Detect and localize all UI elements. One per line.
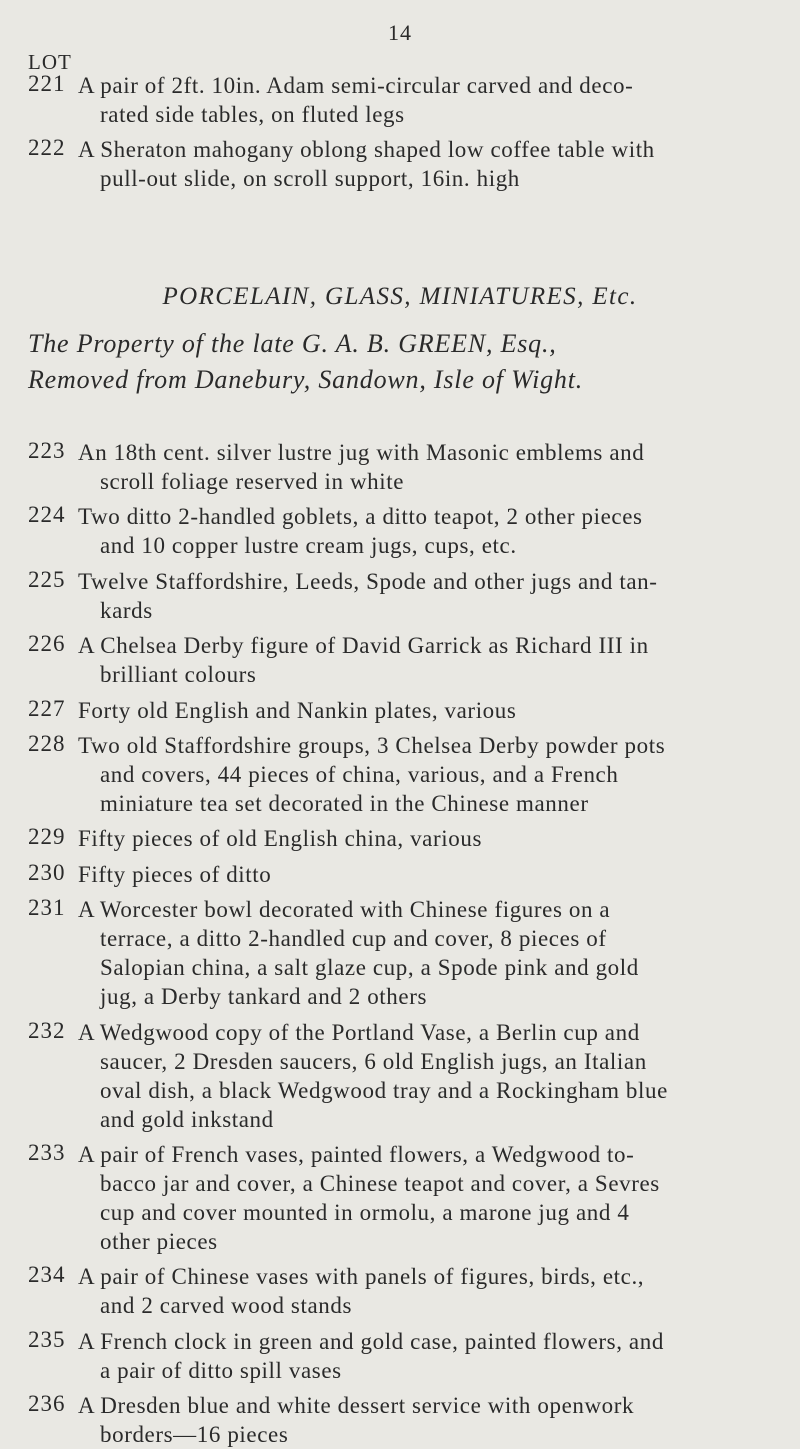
provenance-note: [28, 326, 788, 398]
lot-description: [78, 824, 778, 853]
lot-description-line: other pieces: [100, 1229, 218, 1254]
lot-number: 236: [28, 1391, 66, 1417]
lot-description-line: Salopian china, a salt glaze cup, a Spode pink and gold: [100, 955, 639, 981]
lot-number: 230: [28, 859, 66, 885]
lot-description-line: Fifty pieces of old English china, various: [78, 826, 482, 852]
lot-description-line: Fifty pieces of ditto: [78, 861, 272, 887]
lot-description: [78, 895, 778, 1011]
lot-description: [78, 567, 778, 625]
lot-description-line: and gold inkstand: [100, 1106, 274, 1132]
lot-number: 229: [28, 824, 66, 850]
lot-description-line: A Wedgwood copy of the Portland Vase, a Berlin cup and: [78, 1019, 640, 1045]
lot-number: 233: [28, 1140, 66, 1165]
lot-description-line: and 10 copper lustre cream jugs, cups, etc.: [100, 533, 517, 559]
lot-number: 226: [28, 631, 66, 657]
section-heading: PORCELAIN, GLASS, MINIATURES, Etc.: [162, 283, 638, 310]
lot-column-header: LOT: [28, 50, 72, 74]
lot-description: [78, 631, 778, 689]
lot-description: [78, 135, 778, 193]
lot-number: 231: [28, 895, 66, 921]
lot-description-line: miniature tea set decorated in the Chinese manner: [100, 791, 589, 816]
lot-description-line: Forty old English and Nankin plates, various: [78, 697, 517, 723]
lot-number: 227: [28, 695, 66, 721]
lot-description: [78, 731, 778, 818]
lot-description-line: Twelve Staffordshire, Leeds, Spode and other jugs and tan-: [78, 568, 658, 594]
lot-description: [78, 438, 778, 496]
lot-description: [78, 1391, 778, 1449]
lot-description-line: jug, a Derby tankard and 2 others: [100, 984, 428, 1010]
lot-description-line: and covers, 44 pieces of china, various, and a French: [100, 762, 619, 787]
lot-number: 222: [28, 135, 66, 160]
lot-number: 224: [28, 502, 66, 528]
lot-description-line: cup and cover mounted in ormolu, a marone jug and 4: [100, 1200, 630, 1225]
lot-number: 228: [28, 731, 66, 756]
lot-description-line: saucer, 2 Dresden saucers, 6 old English jugs, an Italian: [100, 1048, 647, 1074]
provenance-line: The Property of the late G. A. B. GREEN, Esq.,: [28, 329, 557, 358]
lot-description-line: bacco jar and cover, a Chinese teapot and cover, a Sevres: [100, 1171, 660, 1196]
lot-number: 232: [28, 1017, 66, 1043]
lot-description-line: scroll foliage reserved in white: [100, 469, 405, 494]
lot-number: 225: [28, 566, 66, 592]
lot-description-line: pull-out slide, on scroll support, 16in. high: [100, 166, 520, 191]
lot-description: [78, 71, 778, 129]
lot-description: [78, 696, 778, 725]
lot-description-line: A pair of French vases, painted flowers, a Wedgwood to-: [78, 1142, 635, 1167]
lot-description-line: A French clock in green and gold case, painted flowers, and: [78, 1328, 664, 1354]
lot-description-line: brilliant colours: [100, 662, 257, 688]
lot-description: [78, 860, 778, 889]
lot-description-line: A pair of 2ft. 10in. Adam semi-circular carved and deco-: [78, 73, 634, 98]
lot-description-line: oval dish, a black Wedgwood tray and a Rockingham blue: [100, 1077, 668, 1103]
lot-description-line: Two old Staffordshire groups, 3 Chelsea Derby powder pots: [78, 733, 666, 758]
lot-number: 235: [28, 1326, 66, 1352]
lot-description-line: terrace, a ditto 2-handled cup and cover, 8 pieces of: [100, 926, 607, 952]
lot-description-line: a pair of ditto spill vases: [100, 1357, 342, 1383]
lot-description-line: A Chelsea Derby figure of David Garrick as Richard III in: [78, 633, 649, 659]
lot-description-line: A Sheraton mahogany oblong shaped low coffee table with: [78, 137, 655, 162]
lot-description: [78, 502, 778, 560]
lot-number: 234: [28, 1262, 66, 1288]
lot-description-line: A Worcester bowl decorated with Chinese figures on a: [78, 897, 611, 923]
lot-description-line: Two ditto 2-handled goblets, a ditto teapot, 2 other pieces: [78, 504, 643, 530]
lot-description-line: rated side tables, on fluted legs: [100, 102, 405, 127]
lot-description-line: A Dresden blue and white dessert service with openwork: [78, 1393, 635, 1419]
lot-description: [78, 1140, 778, 1256]
lot-number: 223: [28, 438, 66, 463]
lot-description-line: borders—16 pieces: [100, 1422, 289, 1448]
provenance-line: Removed from Danebury, Sandown, Isle of Wight.: [28, 365, 584, 394]
lot-number: 221: [28, 71, 66, 96]
lot-description-line: A pair of Chinese vases with panels of figures, birds, etc.,: [78, 1264, 645, 1290]
lot-description-line: An 18th cent. silver lustre jug with Masonic emblems and: [78, 440, 645, 465]
lot-description: [78, 1262, 778, 1320]
page-number: 14: [388, 20, 412, 45]
lot-description: [78, 1018, 778, 1134]
lot-description: [78, 1327, 778, 1385]
lot-description-line: kards: [100, 597, 153, 623]
lot-description-line: and 2 carved wood stands: [100, 1293, 353, 1319]
